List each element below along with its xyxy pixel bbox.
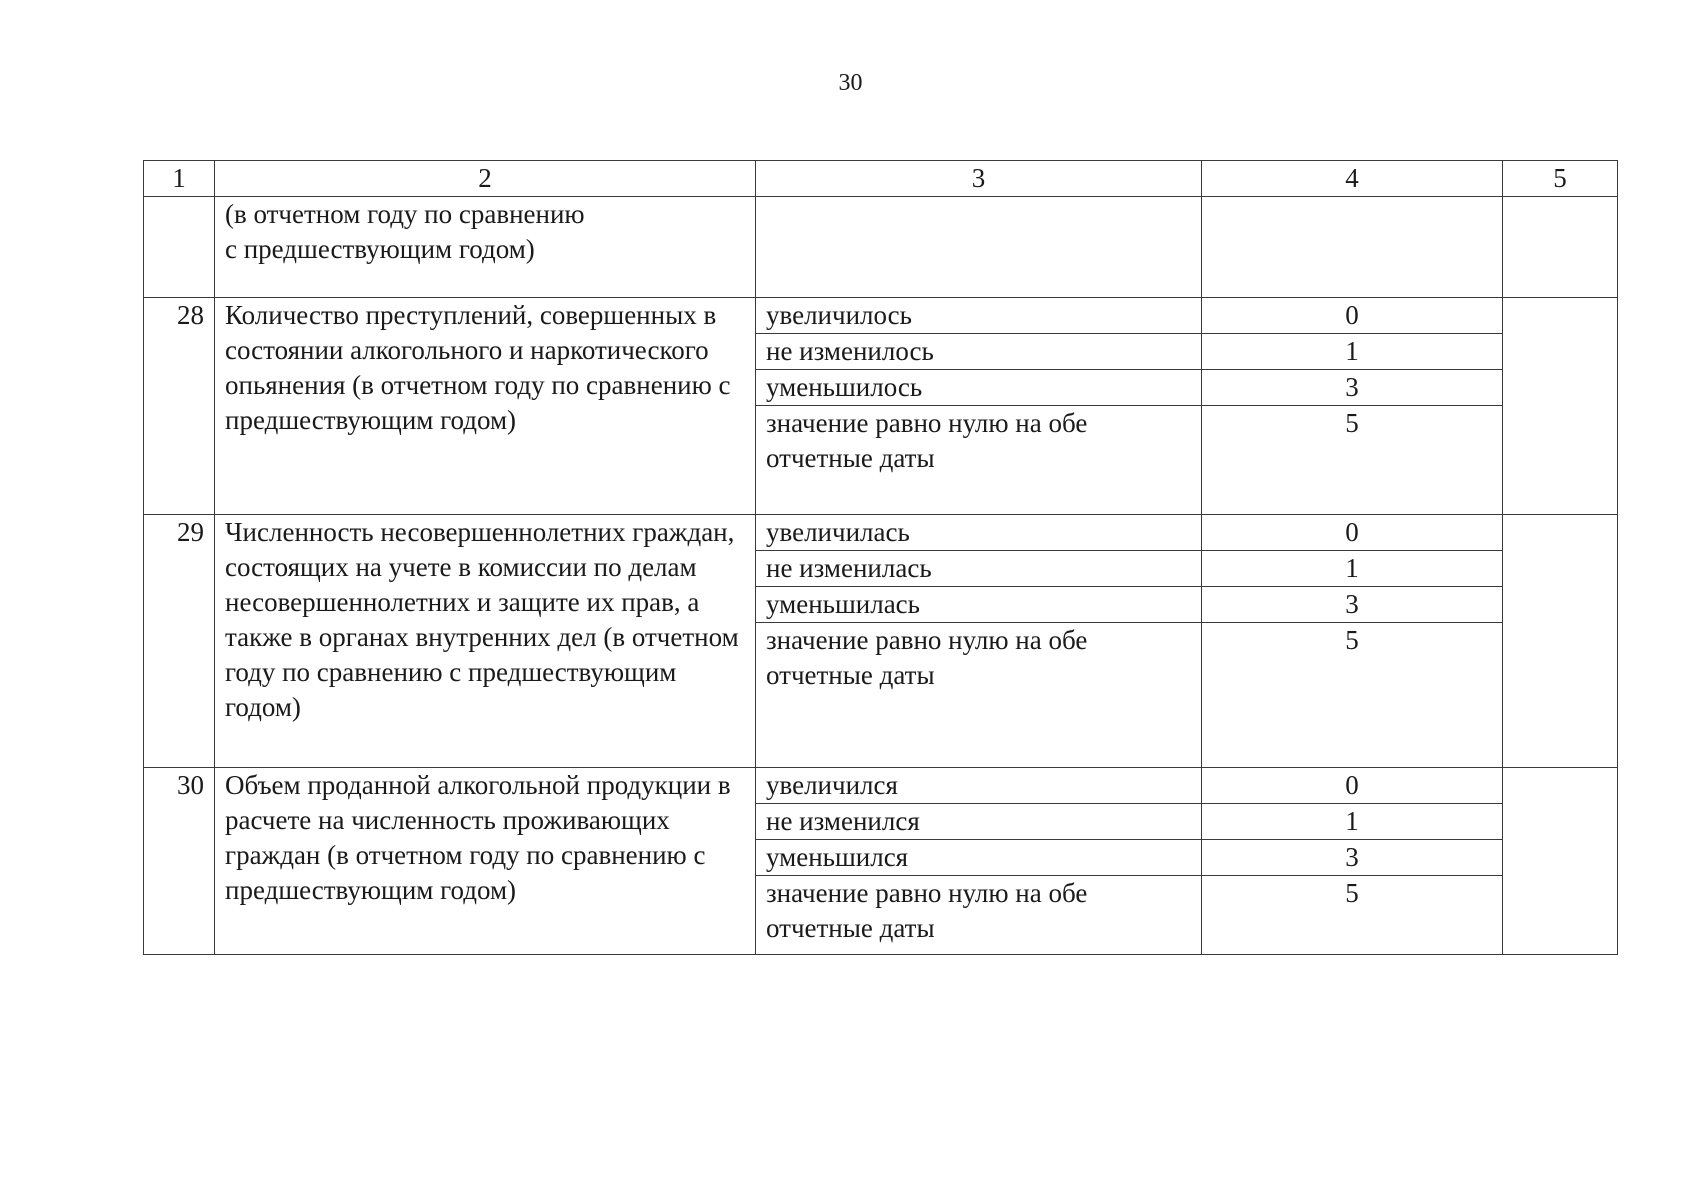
option-label: не изменился bbox=[756, 804, 1202, 840]
option-score: 3 bbox=[1202, 840, 1503, 876]
row-number: 30 bbox=[144, 768, 215, 955]
option-score: 1 bbox=[1202, 551, 1503, 587]
option-score: 5 bbox=[1202, 876, 1503, 955]
header-col-1: 1 bbox=[144, 161, 215, 197]
option-label: увеличилось bbox=[756, 298, 1202, 334]
option-score: 5 bbox=[1202, 406, 1503, 515]
option-score: 1 bbox=[1202, 804, 1503, 840]
header-col-4: 4 bbox=[1202, 161, 1503, 197]
row-description bbox=[215, 197, 756, 298]
row-options-empty bbox=[756, 197, 1202, 298]
row-number: 28 bbox=[144, 298, 215, 515]
header-col-2: 2 bbox=[215, 161, 756, 197]
option-label: увеличилась bbox=[756, 515, 1202, 551]
option-label: значение равно нулю на обе отчетные даты bbox=[756, 623, 1202, 768]
row-number: 29 bbox=[144, 515, 215, 768]
option-label: значение равно нулю на обе отчетные даты bbox=[756, 406, 1202, 515]
row-col5-empty bbox=[1503, 197, 1618, 298]
page-number: 30 bbox=[838, 70, 863, 96]
option-score: 3 bbox=[1202, 587, 1503, 623]
option-score: 3 bbox=[1202, 370, 1503, 406]
row-description: Объем проданной алкогольной продукции в расчете на численность проживающих граждан (в отчетном году по сравнению с предшествующим годом) bbox=[215, 768, 756, 955]
header-col-5: 5 bbox=[1503, 161, 1618, 197]
continuation-text: (в отчетном году по сравнению с предшествующим годом) bbox=[225, 199, 585, 264]
option-label: уменьшилось bbox=[756, 370, 1202, 406]
header-col-3: 3 bbox=[756, 161, 1202, 197]
option-score: 0 bbox=[1202, 515, 1503, 551]
table-row bbox=[144, 768, 1618, 804]
criteria-table bbox=[143, 160, 1618, 955]
option-score: 0 bbox=[1202, 298, 1503, 334]
option-score: 5 bbox=[1202, 623, 1503, 768]
row-col5-empty bbox=[1503, 298, 1618, 515]
row-description: Количество преступлений, совершенных в состоянии алкогольного и наркотического опьянения (в отчетном году по сравнению с предшествующим годом) bbox=[215, 298, 756, 515]
option-label: уменьшилась bbox=[756, 587, 1202, 623]
option-label: уменьшился bbox=[756, 840, 1202, 876]
table-header-row bbox=[144, 161, 1618, 197]
row-col5-empty bbox=[1503, 768, 1618, 955]
table-row bbox=[144, 515, 1618, 551]
option-score: 0 bbox=[1202, 768, 1503, 804]
row-col5-empty bbox=[1503, 515, 1618, 768]
table-row bbox=[144, 298, 1618, 334]
option-label: не изменилось bbox=[756, 334, 1202, 370]
row-scores-empty bbox=[1202, 197, 1503, 298]
option-label: значение равно нулю на обе отчетные даты bbox=[756, 876, 1202, 955]
table-row-continuation bbox=[144, 197, 1618, 298]
row-number bbox=[144, 197, 215, 298]
option-label: увеличился bbox=[756, 768, 1202, 804]
option-label: не изменилась bbox=[756, 551, 1202, 587]
option-score: 1 bbox=[1202, 334, 1503, 370]
row-description: Численность несовершеннолетних граждан, состоящих на учете в комиссии по делам несовершеннолетних и защите их прав, а также в органах внутренних дел (в отчетном году по сравнению с предшествующим годом) bbox=[215, 515, 756, 768]
